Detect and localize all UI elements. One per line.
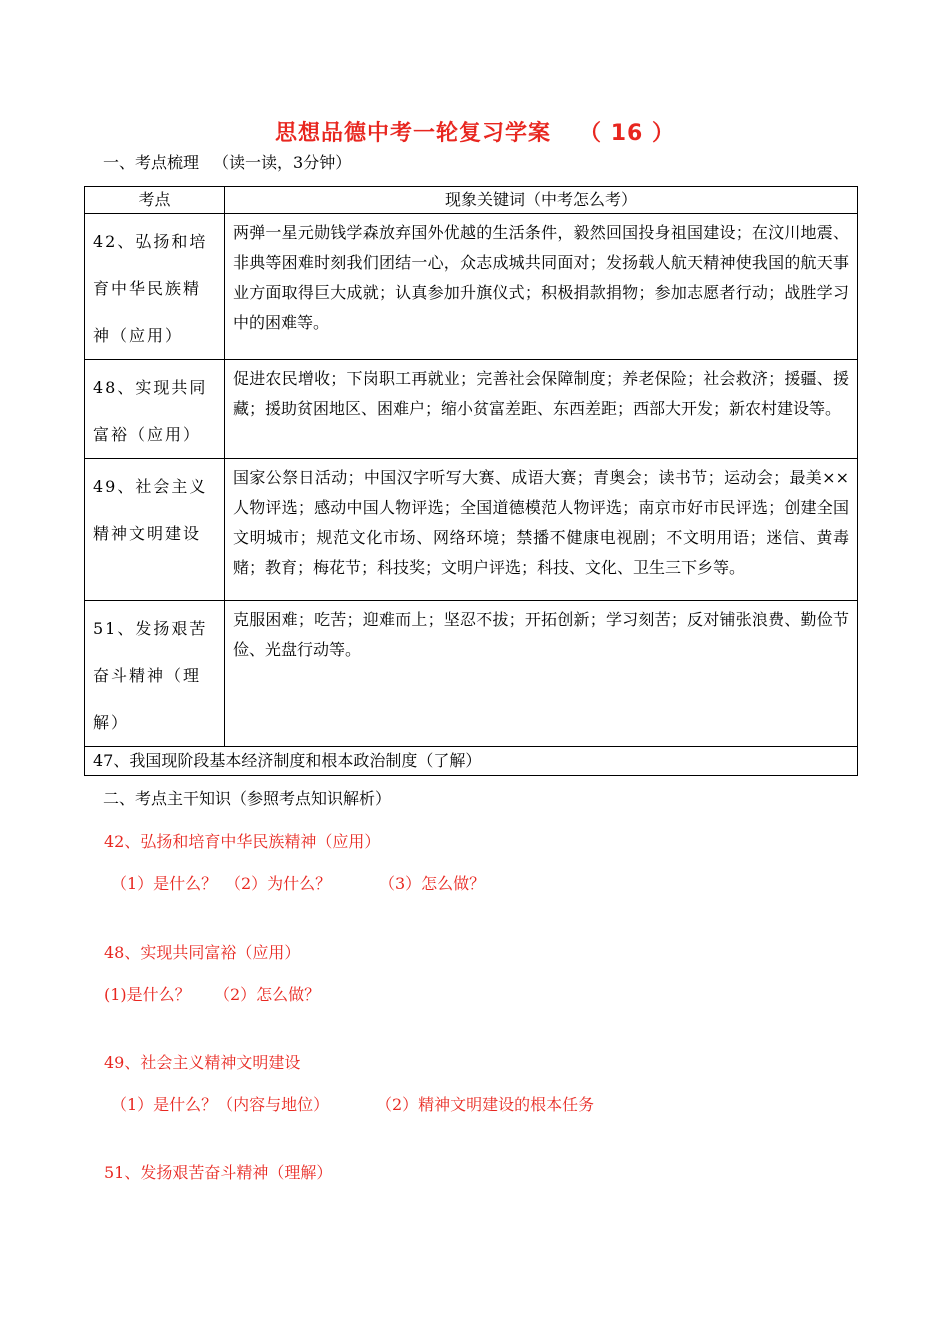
section1-note: （读一读，3分钟）	[213, 153, 352, 172]
table-cell-point: 42、弘扬和培育中华民族精神（应用）	[85, 214, 225, 360]
table-row	[85, 601, 858, 747]
exam-points-table	[84, 186, 858, 776]
table-cell-keywords: 克服困难；吃苦；迎难而上；坚忍不拔；开拓创新；学习刻苦；反对铺张浪费、勤俭节俭、光盘行动等。	[225, 601, 858, 747]
title-main: 思想品德中考一轮复习学案	[275, 121, 552, 146]
table-header-keywords: 现象关键词（中考怎么考）	[225, 187, 858, 214]
table-cell-keywords: 促进农民增收；下岗职工再就业；完善社会保障制度；养老保险；社会救济；援疆、援藏；援助贫困地区、困难户；缩小贫富差距、东西差距；西部大开发；新农村建设等。	[225, 360, 858, 459]
item-51-title: 51、发扬艰苦奋斗精神（理解）	[104, 1163, 333, 1182]
table-cell-point: 48、实现共同富裕（应用）	[85, 360, 225, 459]
section1-title: 一、考点梳理	[103, 153, 200, 172]
question-what: （1）是什么？	[111, 874, 218, 893]
table-header-point: 考点	[85, 187, 225, 214]
question-content: （1）是什么？（内容与地位）	[111, 1095, 330, 1114]
table-cell-point: 51、发扬艰苦奋斗精神（理解）	[85, 601, 225, 747]
section1-heading	[103, 150, 351, 173]
table-cell-footer: 47、我国现阶段基本经济制度和根本政治制度（了解）	[85, 747, 858, 776]
table-footer-row	[85, 747, 858, 776]
table-row	[85, 214, 858, 360]
question-how: （3）怎么做？	[379, 874, 486, 893]
table-cell-point: 49、社会主义精神文明建设	[85, 459, 225, 601]
item-42-questions	[111, 871, 485, 894]
question-what: (1)是什么？	[104, 985, 191, 1004]
item-42-title: 42、弘扬和培育中华民族精神（应用）	[104, 832, 381, 851]
page-title	[0, 116, 950, 147]
question-task: （2）精神文明建设的根本任务	[376, 1095, 595, 1114]
item-49-questions	[111, 1092, 594, 1115]
item-49-title: 49、社会主义精神文明建设	[104, 1053, 301, 1072]
question-how: （2）怎么做？	[214, 985, 321, 1004]
table-row	[85, 459, 858, 601]
question-why: （2）为什么？	[225, 874, 332, 893]
table-cell-keywords: 两弹一星元勋钱学森放弃国外优越的生活条件，毅然回国投身祖国建设；在汶川地震、非典等困难时刻我们团结一心，众志成城共同面对；发扬载人航天精神使我国的航天事业方面取得巨大成就；认真参加升旗仪式；积极捐款捐物；参加志愿者行动；战胜学习中的困难等。	[225, 214, 858, 360]
section2-heading: 二、考点主干知识（参照考点知识解析）	[103, 789, 392, 808]
table-header-row	[85, 187, 858, 214]
title-number: （ 16 ）	[579, 121, 675, 146]
table-cell-keywords: 国家公祭日活动；中国汉字听写大赛、成语大赛；青奥会；读书节；运动会；最美××人物评选；感动中国人物评选；全国道德模范人物评选；南京市好市民评选；创建全国文明城市；规范文化市场、网络环境；禁播不健康电视剧；不文明用语；迷信、黄毒赌；教育；梅花节；科技奖；文明户评选；科技、文化、卫生三下乡等。	[225, 459, 858, 601]
table-row	[85, 360, 858, 459]
item-48-questions	[104, 982, 320, 1005]
item-48-title: 48、实现共同富裕（应用）	[104, 943, 301, 962]
